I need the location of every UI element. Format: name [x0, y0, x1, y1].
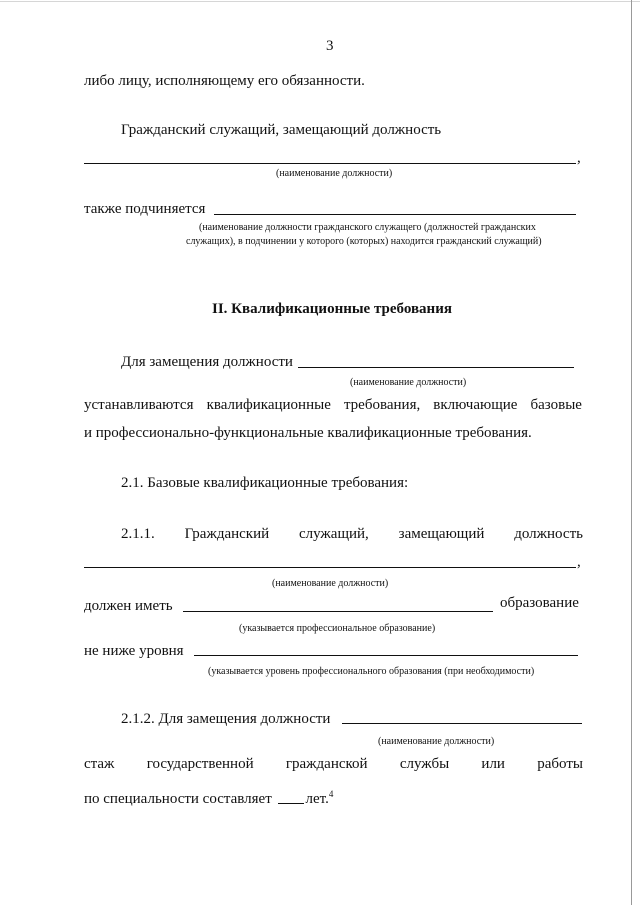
word: квалификационные: [206, 397, 331, 413]
word: работы: [537, 756, 583, 772]
caption-position: (наименование должности): [276, 168, 393, 179]
paragraph-text: Гражданский служащий, замещающий должность: [121, 122, 442, 138]
position-blank-line: [298, 367, 574, 368]
clause-2-1-2: 2.1.2. Для замещения должности: [121, 711, 331, 727]
caption-prof-education: (указывается профессиональное образование): [239, 623, 436, 634]
specialty-text: по специальности составляет: [84, 791, 272, 807]
caption-subordinate-1: (наименование должности гражданского служащего (должностей гражданских: [199, 222, 536, 233]
also-subordinate-label: также подчиняется: [84, 201, 206, 217]
education-blank-line: [183, 611, 493, 612]
years-label: лет.: [305, 791, 329, 807]
level-blank-line: [194, 655, 578, 656]
word: служащий,: [298, 526, 369, 542]
subordinate-blank-line: [214, 214, 576, 215]
years-blank-line: [278, 803, 304, 804]
subsection-title: 2.1. Базовые квалификационные требования:: [121, 475, 409, 491]
clause-2-1-1-line: [121, 525, 583, 543]
page-number: 3: [326, 38, 334, 54]
caption-position: (наименование должности): [378, 736, 495, 747]
scan-edge-right: [631, 0, 632, 905]
caption-position: (наименование должности): [272, 578, 389, 589]
comma: ,: [577, 554, 581, 570]
caption-subordinate-2: служащих), в подчинении у которого (которых) находится гражданский служащий): [186, 236, 542, 247]
position-blank-line: [84, 567, 576, 568]
word: Гражданский: [184, 526, 270, 542]
requirements-line: [84, 396, 582, 414]
word: государственной: [146, 756, 254, 772]
caption-level: (указывается уровень профессионального образования (при необходимости): [208, 666, 535, 677]
must-have-label: должен иметь: [84, 598, 173, 614]
experience-line-2: [84, 785, 333, 808]
not-below-label: не ниже уровня: [84, 643, 184, 659]
paragraph-text: и профессионально-функциональные квалификационные требования.: [84, 425, 532, 441]
comma: ,: [577, 150, 581, 166]
caption-position: (наименование должности): [350, 377, 467, 388]
position-blank-line: [342, 723, 582, 724]
word: службы: [399, 756, 450, 772]
word: гражданской: [285, 756, 368, 772]
footnote-marker: 4: [328, 789, 334, 799]
word: или: [481, 756, 505, 772]
for-position-label: Для замещения должности: [121, 354, 293, 370]
scan-edge-top: [0, 1, 640, 2]
position-blank-line: [84, 163, 576, 164]
word: замещающий: [398, 526, 485, 542]
word: устанавливаются: [84, 397, 194, 413]
word: должность: [514, 526, 583, 542]
experience-line: [84, 755, 583, 773]
word: включающие: [433, 397, 518, 413]
word: стаж: [84, 756, 115, 772]
paragraph-text: либо лицу, исполняющему его обязанности.: [84, 73, 365, 89]
section-title: II. Квалификационные требования: [212, 301, 452, 317]
word: базовые: [530, 397, 582, 413]
word: требования,: [343, 397, 421, 413]
education-label: образование: [500, 595, 579, 611]
clause-number: 2.1.1.: [121, 526, 155, 542]
